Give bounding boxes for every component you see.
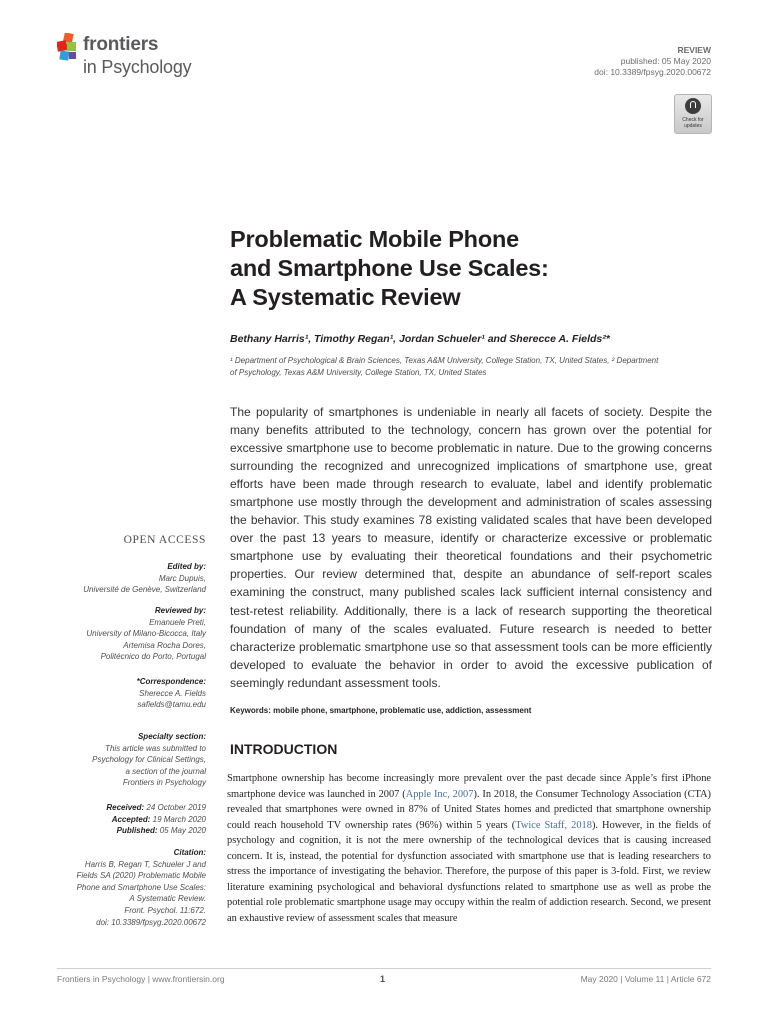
check-for-updates-button[interactable] [674,94,712,134]
intro-text: ). However, in the fields of psychology and cognition, it is not the mere ownership of the technological devices that is causing increased concern. It is, instead, the potential for dysfunction associated with smartphone use that is leading researchers to stress the importance of investigating the behavior. Therefore, the purpose of this paper is 3-fold. First, we review literature examining psychological and behavioral dysfunctions related to smartphone use as well as probe the potential role problematic smartphone usage may occupy within the realm of addiction research. Second, we present an exhaustive review of assessment scales that measure [227,819,711,924]
reviewer-affiliation: Politécnico do Porto, Portugal [100,652,206,662]
citation-text: A Systematic Review. [129,894,206,904]
journal-logo[interactable] [57,33,207,81]
edited-by-label: Edited by: [167,562,206,571]
check-badge-line1: Check for [682,117,704,123]
reviewer-name: Artemisa Rocha Dores, [123,640,206,650]
intro-text: Smartphone ownership has become increasingly more prevalent over the past decade since Apple’s first iPhone smartphone device was launched in 2007 ( [227,773,711,800]
citation-text: Front. Psychol. 11:672. [124,905,206,915]
citation-text: Fields SA (2020) Problematic Mobile [76,871,206,881]
open-access-label: OPEN ACCESS [123,534,206,546]
accepted-row [6,814,206,826]
title-line: and Smartphone Use Scales: [230,255,549,281]
affiliations [230,355,710,379]
published-row [6,825,206,837]
reviewer-name: Emanuele Preti, [149,617,206,627]
correspondence-block [6,676,206,711]
article-type: REVIEW [677,45,711,55]
published-date: published: 05 May 2020 [620,56,711,66]
article-doi[interactable]: doi: 10.3389/fpsyg.2020.00672 [594,67,711,77]
edited-by-block [6,561,206,596]
footer-divider [57,968,711,969]
editor-name: Marc Dupuis, [158,573,206,583]
reviewed-by-block [6,605,206,663]
article-meta [594,45,711,78]
introduction-paragraph [227,771,711,926]
reviewed-by-label: Reviewed by: [154,606,206,615]
affiliation-line: of Psychology, Texas A&M University, College Station, TX, United States [230,368,487,377]
published-label: Published: [116,826,158,836]
intro-text: ). In 2018, the Consumer Technology Association (CTA) revealed that smartphones were owned in 87% of United States homes and predicted that smartphone ownership could reach household TV ownership rates (96%) within 5 years ( [227,788,711,831]
published-date-sidebar: 05 May 2020 [159,826,206,836]
title-line: A Systematic Review [230,284,461,310]
keywords: Keywords: mobile phone, smartphone, problematic use, addiction, assessment [230,706,532,715]
reviewer-affiliation: University of Milano-Bicocca, Italy [86,629,206,639]
page-number: 1 [380,974,386,984]
specialty-text: Psychology for Clinical Settings, [92,755,206,765]
author-list: Bethany Harris¹, Timothy Regan¹, Jordan Schueler¹ and Sherecce A. Fields²* [230,333,610,345]
citation-block [6,847,206,928]
received-date: 24 October 2019 [146,803,206,812]
footer-issue-info: May 2020 | Volume 11 | Article 672 [580,974,711,984]
citation-text: Harris B, Regan T, Schueler J and [84,859,206,869]
bookmark-icon [685,98,701,114]
accepted-date: 19 March 2020 [152,814,206,824]
abstract: The popularity of smartphones is undeniable in nearly all facets of society. Despite the many benefits attributed to the technology, concern has grown over the potential for excessive smartphone use to become problematic in nature. Due to the growing concerns surrounding the recognized and unrecognized implications of smartphone use, great efforts have been made through research to evaluate, label and identify problematic smartphone use mostly through the development and administration of scales assessing the behavior. This study examines 78 existing validated scales that have been developed over the past 13 years to measure, identify or characterize excessive or problematic smartphone use by evaluating their theoretical foundations and their psychometric properties. Our review determined that, despite an abundance of self-report scales examining the construct, many published scales lack sufficient internal consistency and test-retest reliability. Additionally, there is a lack of research supporting the theoretical foundation of many of the scales evaluated. Future research is needed to better characterize problematic smartphone use so that assessment tools can be more efficiently developed to evaluate the behavior in order to avoid the excessive publication of seemingly redundant assessment tools. [230,405,712,690]
specialty-section-block [6,731,206,789]
received-label: Received: [106,803,145,812]
affiliation-line: ¹ Department of Psychological & Brain Sciences, Texas A&M University, College Station, TX, United States, ² Department [230,356,659,365]
correspondence-label: *Correspondence: [136,677,206,686]
dates-block [6,802,206,837]
citation-doi[interactable]: doi: 10.3389/fpsyg.2020.00672 [96,917,206,927]
correspondence-name: Sherecce A. Fields [139,688,206,698]
logo-wordmark-frontiers: frontiers [83,34,159,55]
logo-wordmark-journal: in Psychology [83,57,192,77]
editor-affiliation: Université de Genève, Switzerland [83,585,206,595]
specialty-text: Frontiers in Psychology [122,778,206,788]
reference-link[interactable]: Twice Staff, 2018 [515,819,592,831]
received-row [6,802,206,814]
specialty-label: Specialty section: [137,732,206,741]
section-heading-introduction: INTRODUCTION [230,741,338,757]
specialty-text: This article was submitted to [105,743,206,753]
citation-label: Citation: [173,848,206,857]
accepted-label: Accepted: [111,814,151,824]
reference-link[interactable]: Apple Inc, 2007 [405,788,474,800]
article-title [230,225,690,312]
check-badge-line2: updates [684,123,702,129]
frontiers-logo-icon [57,33,81,63]
specialty-text: a section of the journal [125,766,206,776]
title-line: Problematic Mobile Phone [230,226,519,252]
correspondence-email[interactable]: safields@tamu.edu [137,700,206,710]
citation-text: Phone and Smartphone Use Scales: [76,882,206,892]
footer-journal-link[interactable]: Frontiers in Psychology | www.frontiersin.org [57,974,225,984]
